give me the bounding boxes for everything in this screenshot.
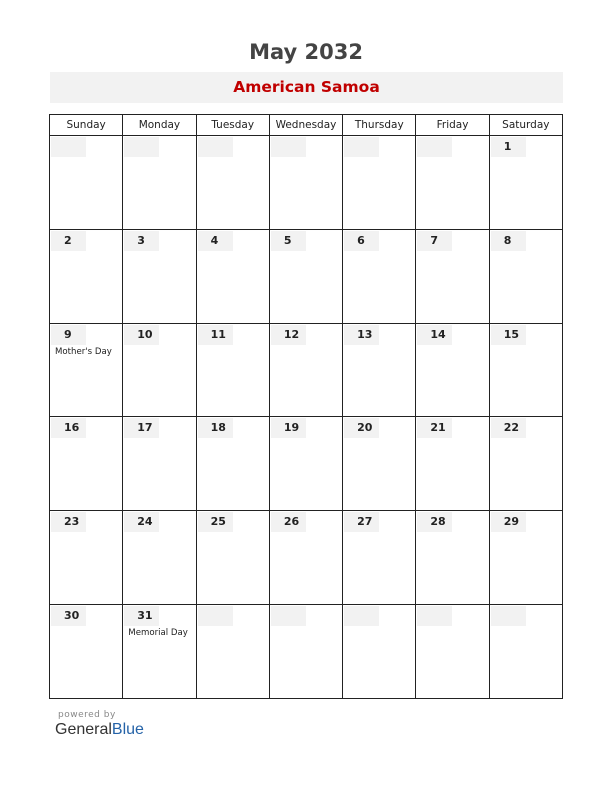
weekday-sunday: Sunday: [50, 115, 123, 136]
day-number: 12: [271, 325, 306, 345]
day-cell: [489, 229, 562, 323]
day-number: 8: [491, 231, 526, 251]
day-cell: [196, 136, 269, 230]
week-row: [50, 323, 563, 417]
weekday-wednesday: Wednesday: [269, 115, 342, 136]
day-cell: [123, 605, 196, 699]
day-cell: [416, 136, 489, 230]
day-cell: [50, 229, 123, 323]
day-number: 7: [417, 231, 452, 251]
day-cell: [416, 417, 489, 511]
day-number: 5: [271, 231, 306, 251]
day-number: [124, 137, 159, 157]
week-row: [50, 605, 563, 699]
day-cell: [269, 136, 342, 230]
brand-general: General: [55, 721, 112, 738]
weekday-thursday: Thursday: [343, 115, 416, 136]
day-cell: [50, 323, 123, 417]
day-number: [51, 137, 86, 157]
day-number: 18: [198, 418, 233, 438]
day-number: 23: [51, 512, 86, 532]
day-cell: [269, 323, 342, 417]
day-number: 24: [124, 512, 159, 532]
day-number: 27: [344, 512, 379, 532]
page-title: May 2032: [249, 40, 363, 64]
day-cell: [50, 136, 123, 230]
day-cell: [343, 136, 416, 230]
weekday-monday: Monday: [123, 115, 196, 136]
day-cell: [343, 605, 416, 699]
day-number: 10: [124, 325, 159, 345]
day-cell: [416, 229, 489, 323]
brand-blue: Blue: [111, 721, 144, 738]
day-cell: [123, 323, 196, 417]
day-number: [417, 606, 452, 626]
day-cell: [416, 323, 489, 417]
day-number: [271, 137, 306, 157]
weekday-header-row: [50, 115, 563, 136]
day-cell: [50, 511, 123, 605]
weekday-saturday: Saturday: [489, 115, 562, 136]
week-row: [50, 229, 563, 323]
day-number: 26: [271, 512, 306, 532]
day-number: 28: [417, 512, 452, 532]
day-cell: [269, 417, 342, 511]
day-cell: [123, 417, 196, 511]
day-number: [491, 606, 526, 626]
day-number: [344, 137, 379, 157]
day-cell: [416, 511, 489, 605]
day-number: 3: [124, 231, 159, 251]
day-number: 22: [491, 418, 526, 438]
day-cell: [196, 417, 269, 511]
weekday-tuesday: Tuesday: [196, 115, 269, 136]
day-number: 30: [51, 606, 86, 626]
day-number: [344, 606, 379, 626]
day-number: 19: [271, 418, 306, 438]
region-banner: [50, 72, 563, 103]
week-row: [50, 511, 563, 605]
day-number: [417, 137, 452, 157]
day-number: 14: [417, 325, 452, 345]
day-cell: [269, 511, 342, 605]
day-number: 4: [198, 231, 233, 251]
holiday-label: Mother's Day: [55, 346, 112, 357]
brand-logo: [55, 721, 144, 739]
day-cell: [416, 605, 489, 699]
day-number: 11: [198, 325, 233, 345]
day-number: [198, 137, 233, 157]
day-number: 17: [124, 418, 159, 438]
weekday-friday: Friday: [416, 115, 489, 136]
day-cell: [489, 605, 562, 699]
day-number: 20: [344, 418, 379, 438]
day-cell: [50, 605, 123, 699]
day-number: 16: [51, 418, 86, 438]
week-row: [50, 136, 563, 230]
day-number: 6: [344, 231, 379, 251]
day-number: 29: [491, 512, 526, 532]
day-cell: [123, 511, 196, 605]
day-cell: [343, 511, 416, 605]
day-cell: [489, 323, 562, 417]
day-number: [271, 606, 306, 626]
region-name: American Samoa: [233, 78, 380, 96]
day-cell: [196, 605, 269, 699]
day-number: 31: [124, 606, 159, 626]
day-cell: [489, 417, 562, 511]
day-cell: [123, 229, 196, 323]
day-cell: [123, 136, 196, 230]
day-cell: [196, 511, 269, 605]
day-cell: [196, 229, 269, 323]
powered-by-label: powered by: [58, 710, 116, 720]
day-cell: [489, 136, 562, 230]
day-cell: [489, 511, 562, 605]
day-number: [198, 606, 233, 626]
day-number: 9: [51, 325, 86, 345]
day-number: 1: [491, 137, 526, 157]
calendar-grid: [49, 114, 563, 699]
day-number: 13: [344, 325, 379, 345]
holiday-label: Memorial Day: [128, 628, 188, 639]
day-cell: [196, 323, 269, 417]
day-number: 21: [417, 418, 452, 438]
day-cell: [343, 229, 416, 323]
day-cell: [343, 417, 416, 511]
day-number: 2: [51, 231, 86, 251]
day-number: 15: [491, 325, 526, 345]
day-cell: [269, 605, 342, 699]
day-cell: [50, 417, 123, 511]
day-number: 25: [198, 512, 233, 532]
day-cell: [269, 229, 342, 323]
day-cell: [343, 323, 416, 417]
week-row: [50, 417, 563, 511]
